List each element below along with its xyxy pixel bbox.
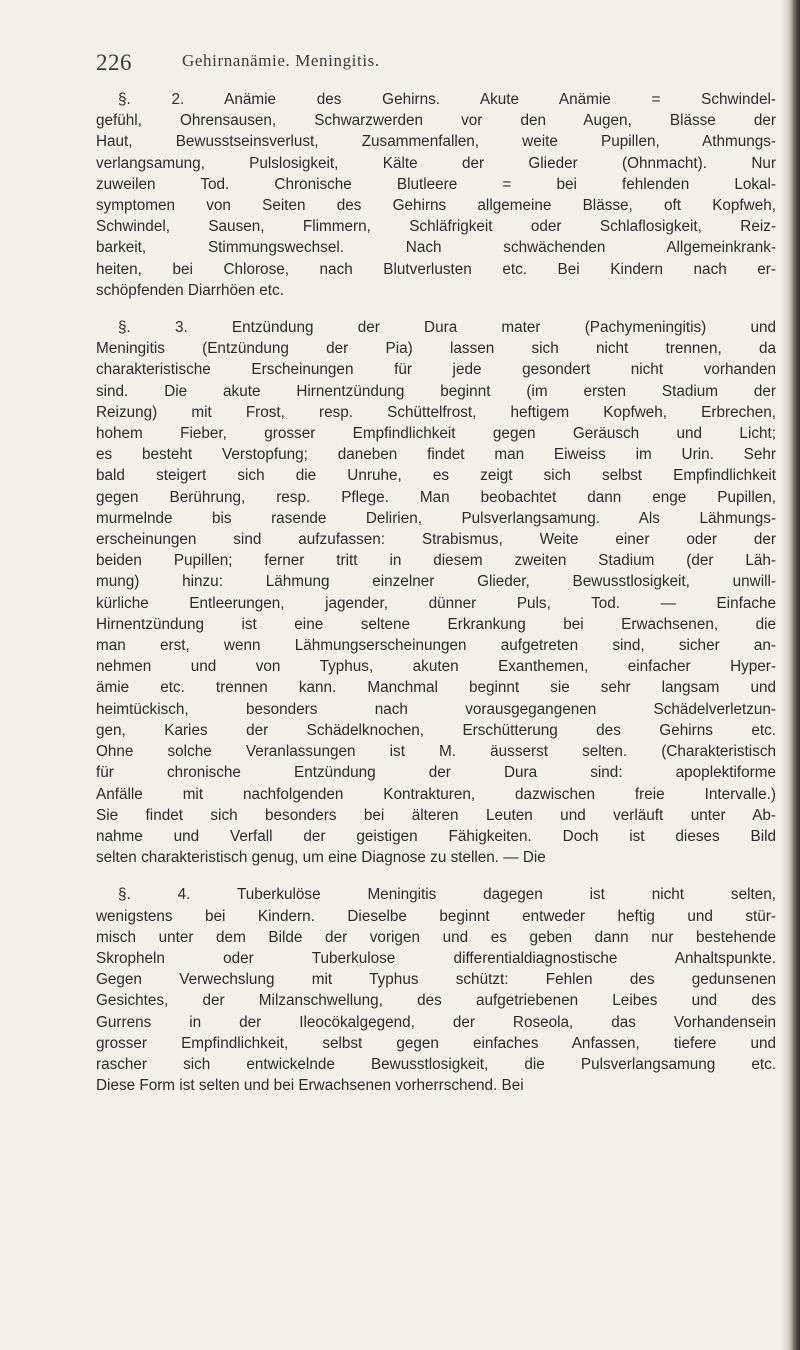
text-line: es besteht Verstopfung; daneben findet man Eiweiss im Urin. Sehr [96,446,776,464]
text-line: Skropheln oder Tuberkulose differentialdiagnostische Anhaltspunkte. [96,949,776,967]
text-line: Anfälle mit nachfolgenden Kontrakturen, dazwischen freie Intervalle.) [96,785,776,803]
page-header [96,50,776,80]
text-line: nahme und Verfall der geistigen Fähigkeiten. Doch ist dieses Bild [96,827,776,845]
text-line: wenigstens bei Kindern. Dieselbe beginnt entweder heftig und stür- [96,907,776,925]
text-line: Reizung) mit Frost, resp. Schüttelfrost, heftigem Kopfweh, Erbrechen, [96,403,776,421]
text-line: §. 4. Tuberkulöse Meningitis dagegen ist nicht selten, [118,886,776,904]
text-line: Gurrens in der Ileocökalgegend, der Roseola, das Vorhandensein [96,1013,776,1031]
text-line: gefühl, Ohrensausen, Schwarzwerden vor den Augen, Blässe der [96,112,776,130]
text-line: bald steigert sich die Unruhe, es zeigt sich selbst Empfindlichkeit [96,467,776,485]
running-title: Gehirnanämie. Meningitis. [182,51,380,70]
paragraph-meningitis [96,317,776,868]
text-line: misch unter dem Bilde der vorigen und es geben dann nur bestehende [96,928,776,946]
body-text [96,89,776,1096]
text-line: Haut, Bewusstseinsverlust, Zusammenfallen, weite Pupillen, Athmungs- [96,133,776,151]
text-line: Schwindel, Sausen, Flimmern, Schläfrigkeit oder Schlaflosigkeit, Reiz- [96,218,776,236]
paragraph-gap [96,868,776,884]
text-line: gegen Berührung, resp. Pflege. Man beobachtet dann enge Pupillen, [96,488,776,506]
text-line: sind. Die akute Hirnentzündung beginnt (im ersten Stadium der [96,382,776,400]
text-line: mung) hinzu: Lähmung einzelner Glieder, Bewusstlosigkeit, unwill- [96,573,776,591]
page-number: 226 [96,50,132,75]
text-line: symptomen von Seiten des Gehirns allgemeine Blässe, oft Kopfweh, [96,197,776,215]
text-line: Diese Form ist selten und bei Erwachsenen vorherrschend. Bei [96,1077,524,1095]
text-line: §. 3. Entzündung der Dura mater (Pachymeningitis) und [118,319,776,337]
text-line: Gegen Verwechslung mit Typhus schützt: Fehlen des gedunsenen [96,971,776,989]
text-line: zuweilen Tod. Chronische Blutleere = bei fehlenden Lokal- [96,175,776,193]
paragraph-anaemia [96,89,776,301]
book-spine-edge [786,0,800,1350]
text-line: gen, Karies der Schädelknochen, Erschütterung des Gehirns etc. [96,721,776,739]
text-line: selten charakteristisch genug, um eine Diagnose zu stellen. — Die [96,849,546,867]
text-line: Ohne solche Veranlassungen ist M. äusserst selten. (Charakteristisch [96,743,776,761]
text-line: Gesichtes, der Milzanschwellung, des aufgetriebenen Leibes und des [96,992,776,1010]
text-line: Meningitis (Entzündung der Pia) lassen sich nicht trennen, da [96,340,776,358]
text-line: charakteristische Erscheinungen für jede gesondert nicht vorhanden [96,361,776,379]
text-line: heimtückisch, besonders nach vorausgegangenen Schädelverletzun- [96,700,776,718]
paragraph-tuberculous-meningitis [96,884,776,1096]
text-line: heiten, bei Chlorose, nach Blutverlusten etc. Bei Kindern nach er- [96,260,776,278]
text-line: §. 2. Anämie des Gehirns. Akute Anämie = Schwindel- [118,91,776,108]
text-line: beiden Pupillen; ferner tritt in diesem zweiten Stadium (der Läh- [96,552,776,570]
text-line: hohem Fieber, grosser Empfindlichkeit gegen Geräusch und Licht; [96,425,776,443]
text-line: rascher sich entwickelnde Bewusstlosigkeit, die Pulsverlangsamung etc. [96,1055,776,1073]
text-line: murmelnde bis rasende Delirien, Pulsverlangsamung. Als Lähmungs- [96,509,776,527]
text-line: erscheinungen sind aufzufassen: Strabismus, Weite einer oder der [96,531,776,549]
text-line: kürliche Entleerungen, jagender, dünner Puls, Tod. — Einfache [96,594,776,612]
text-line: barkeit, Stimmungswechsel. Nach schwächenden Allgemeinkrank- [96,239,776,257]
text-line: Sie findet sich besonders bei älteren Leuten und verläuft unter Ab- [96,806,776,824]
text-line: nehmen und von Typhus, akuten Exanthemen, einfacher Hyper- [96,658,776,676]
text-line: verlangsamung, Pulslosigkeit, Kälte der Glieder (Ohnmacht). Nur [96,154,776,172]
text-line: grosser Empfindlichkeit, selbst gegen einfaches Anfassen, tiefere und [96,1034,776,1052]
text-line: ämie etc. trennen kann. Manchmal beginnt sie sehr langsam und [96,679,776,697]
text-line: für chronische Entzündung der Dura sind: apoplektiforme [96,764,776,782]
text-line: Hirnentzündung ist eine seltene Erkrankung bei Erwachsenen, die [96,615,776,633]
text-line: man erst, wenn Lähmungserscheinungen aufgetreten sind, sicher an- [96,637,776,655]
paragraph-gap [96,301,776,317]
text-line: schöpfenden Diarrhöen etc. [96,281,284,299]
